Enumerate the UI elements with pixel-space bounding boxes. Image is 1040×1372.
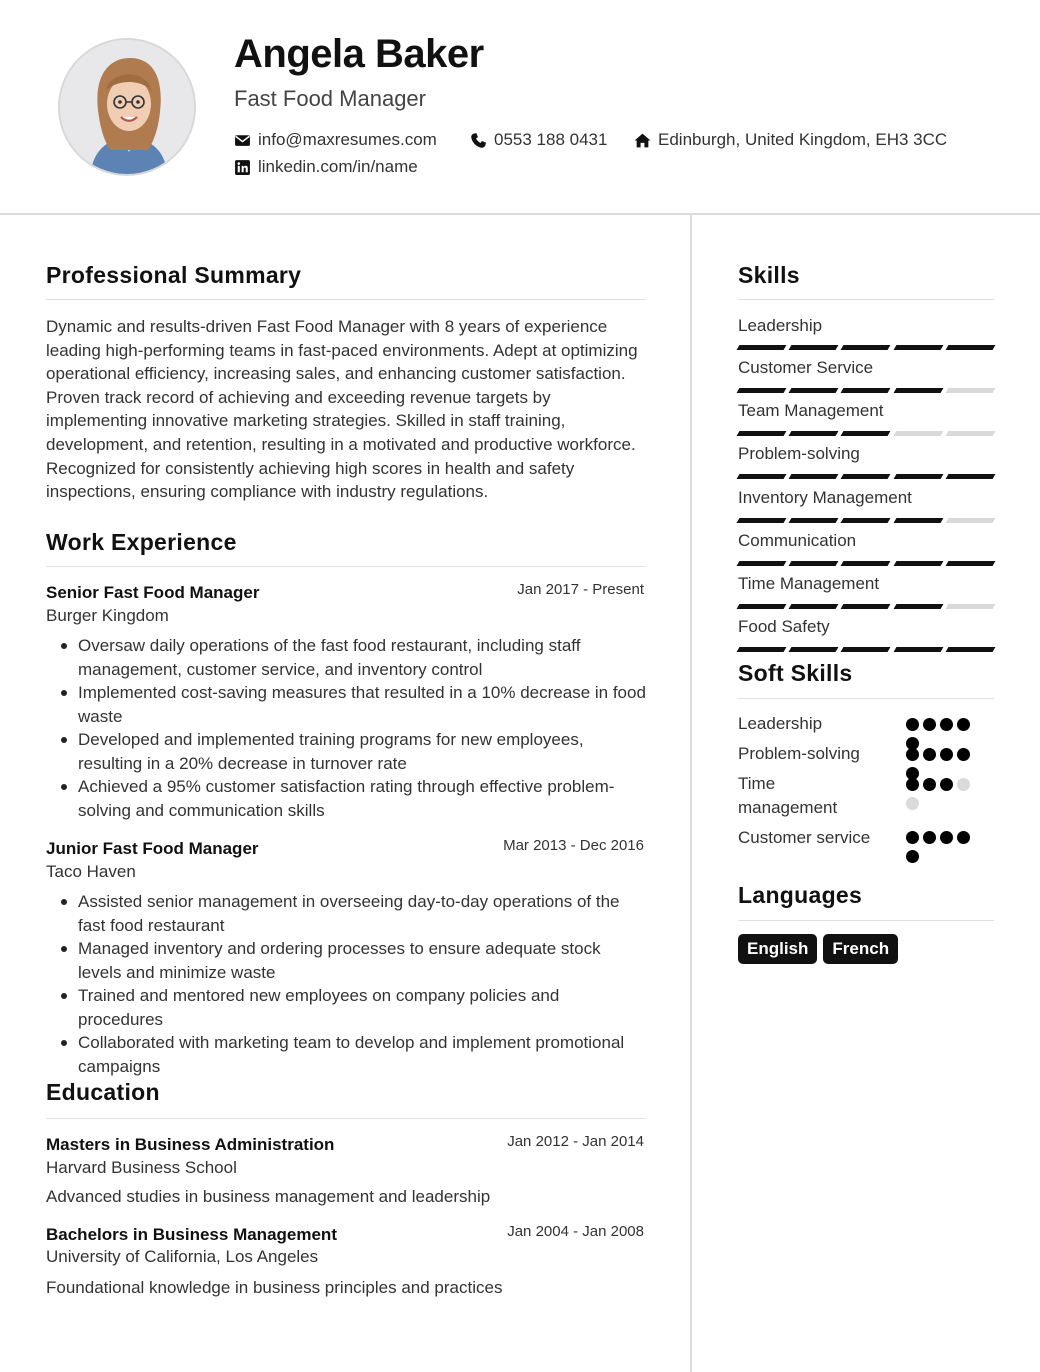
skill-level-segment xyxy=(893,431,943,436)
skill-level-bar xyxy=(738,431,994,436)
soft-skill-dot xyxy=(906,718,919,731)
skill-name: Customer Service xyxy=(738,358,874,377)
skill-level-segment xyxy=(789,345,839,350)
soft-skill-name: Time management xyxy=(738,774,838,817)
soft-skill-dot xyxy=(940,778,953,791)
section-rule xyxy=(46,566,646,567)
skill-name: Time Management xyxy=(738,574,880,593)
skill-level-segment xyxy=(841,647,891,652)
list-item: Managed inventory and ordering processes to ensure adequate stock levels and minimize waste xyxy=(46,937,646,984)
school-name: Harvard Business School xyxy=(46,1158,237,1177)
section-title-summary: Professional Summary xyxy=(46,262,302,288)
skill-level-segment xyxy=(737,474,787,479)
skill-level-segment xyxy=(841,518,891,523)
soft-skill-dot xyxy=(906,797,919,810)
job-title: Senior Fast Food Manager xyxy=(46,583,260,602)
phone-icon xyxy=(470,132,487,149)
soft-skill-dot xyxy=(957,748,970,761)
degree-description: Advanced studies in business management and leadership xyxy=(46,1187,491,1206)
skill-level-segment xyxy=(945,647,995,652)
section-title-education: Education xyxy=(46,1079,160,1105)
soft-skill-dot xyxy=(923,778,936,791)
job-title: Junior Fast Food Manager xyxy=(46,839,259,858)
soft-skill-dots xyxy=(906,831,986,863)
skill-level-segment xyxy=(737,561,787,566)
skill-level-segment xyxy=(945,431,995,436)
degree-date: Jan 2004 - Jan 2008 xyxy=(507,1223,644,1240)
skill-level-segment xyxy=(893,518,943,523)
skill-level-segment xyxy=(893,345,943,350)
skill-level-segment xyxy=(841,388,891,393)
skill-level-bar xyxy=(738,604,994,609)
soft-skill-dots xyxy=(906,778,986,810)
job-date: Mar 2013 - Dec 2016 xyxy=(503,837,644,854)
linkedin-text: linkedin.com/in/name xyxy=(258,157,418,176)
skill-level-bar xyxy=(738,647,994,652)
skill-level-segment xyxy=(945,388,995,393)
skill-name: Leadership xyxy=(738,316,823,335)
soft-skill-dot xyxy=(923,831,936,844)
skill-level-segment xyxy=(737,431,787,436)
skill-level-segment xyxy=(893,388,943,393)
degree-title: Bachelors in Business Management xyxy=(46,1225,337,1244)
section-title-experience: Work Experience xyxy=(46,529,237,555)
job-date: Jan 2017 - Present xyxy=(517,581,644,598)
skill-level-bar xyxy=(738,518,994,523)
skill-name: Food Safety xyxy=(738,617,830,636)
list-item: Collaborated with marketing team to develop and implement promotional campaigns xyxy=(46,1031,646,1078)
soft-skill-dot xyxy=(957,778,970,791)
section-rule xyxy=(46,299,646,300)
skill-level-segment xyxy=(737,518,787,523)
language-badge: English xyxy=(738,934,817,964)
soft-skill-dot xyxy=(957,831,970,844)
skill-level-segment xyxy=(789,604,839,609)
skill-level-segment xyxy=(737,604,787,609)
section-rule xyxy=(46,1118,646,1119)
summary-text: Dynamic and results-driven Fast Food Manager with 8 years of experience leading high-performing teams in fast-paced environments. Adept at optimizing operational efficiency, increasing sales, and enhancing customer satisfaction. Proven track record of achieving and exceeding revenue targets by implementing innovative marketing strategies. Skilled in staff training, development, and retention, resulting in a motivated and productive workforce. Recognized for consistently achieving high scores in health and safety inspections, ensuring compliance with industry regulations. xyxy=(46,317,638,502)
section-rule xyxy=(738,299,994,300)
skill-level-segment xyxy=(945,474,995,479)
section-title-soft-skills: Soft Skills xyxy=(738,660,853,686)
skill-name: Team Management xyxy=(738,401,884,420)
skill-level-bar xyxy=(738,561,994,566)
avatar-illustration-icon xyxy=(60,40,196,176)
skill-level-segment xyxy=(789,388,839,393)
skill-level-segment xyxy=(841,431,891,436)
profile-photo xyxy=(58,38,196,176)
skill-level-segment xyxy=(841,604,891,609)
contact-email[interactable] xyxy=(234,130,437,150)
section-title-languages: Languages xyxy=(738,882,863,908)
contact-address xyxy=(634,130,947,150)
soft-skill-name: Problem-solving xyxy=(738,744,860,763)
list-item: Achieved a 95% customer satisfaction rating through effective problem-solving and communication skills xyxy=(46,775,646,822)
skill-level-segment xyxy=(789,561,839,566)
skill-name: Communication xyxy=(738,531,857,550)
soft-skill-dots xyxy=(906,718,986,750)
skill-level-segment xyxy=(945,518,995,523)
list-item: Oversaw daily operations of the fast food restaurant, including staff management, customer service, and inventory control xyxy=(46,634,646,681)
job-bullets xyxy=(46,890,646,1078)
skill-level-segment xyxy=(945,604,995,609)
soft-skill-dot xyxy=(923,718,936,731)
candidate-role: Fast Food Manager xyxy=(234,86,426,111)
soft-skill-dot xyxy=(906,748,919,761)
skill-level-segment xyxy=(945,345,995,350)
envelope-icon xyxy=(234,132,251,149)
section-rule xyxy=(738,698,994,699)
soft-skill-dot xyxy=(940,748,953,761)
list-item: Assisted senior management in overseeing day-to-day operations of the fast food restaurant xyxy=(46,890,646,937)
skill-name: Problem-solving xyxy=(738,444,860,463)
skill-level-segment xyxy=(789,431,839,436)
soft-skill-dots xyxy=(906,748,986,780)
skill-level-segment xyxy=(789,474,839,479)
skill-level-segment xyxy=(893,647,943,652)
contact-linkedin[interactable] xyxy=(234,157,418,177)
language-list xyxy=(738,934,898,964)
degree-date: Jan 2012 - Jan 2014 xyxy=(507,1133,644,1150)
soft-skill-name: Customer service xyxy=(738,828,871,847)
skill-level-segment xyxy=(737,345,787,350)
soft-skill-dot xyxy=(906,778,919,791)
skill-level-bar xyxy=(738,388,994,393)
job-company: Burger Kingdom xyxy=(46,606,169,625)
candidate-name: Angela Baker xyxy=(234,32,484,76)
list-item: Developed and implemented training programs for new employees, resulting in a 20% decrease in turnover rate xyxy=(46,728,646,775)
skill-level-bar xyxy=(738,345,994,350)
resume-header xyxy=(0,0,1040,215)
list-item: Trained and mentored new employees on company policies and procedures xyxy=(46,984,646,1031)
soft-skill-dot xyxy=(940,831,953,844)
address-text: Edinburgh, United Kingdom, EH3 3CC xyxy=(658,130,948,149)
soft-skill-name: Leadership xyxy=(738,714,823,733)
skill-level-segment xyxy=(893,604,943,609)
section-rule xyxy=(738,920,994,921)
skill-level-segment xyxy=(945,561,995,566)
job-bullets xyxy=(46,634,646,822)
column-divider xyxy=(690,215,692,1372)
skill-level-segment xyxy=(841,561,891,566)
section-title-skills: Skills xyxy=(738,262,800,288)
soft-skill-dot xyxy=(957,718,970,731)
degree-description: Foundational knowledge in business principles and practices xyxy=(46,1278,503,1297)
language-badge: French xyxy=(823,934,898,964)
degree-title: Masters in Business Administration xyxy=(46,1135,335,1154)
soft-skill-dot xyxy=(923,748,936,761)
skill-level-segment xyxy=(737,388,787,393)
skill-level-segment xyxy=(841,474,891,479)
home-icon xyxy=(634,132,651,149)
skill-level-segment xyxy=(737,647,787,652)
school-name: University of California, Los Angeles xyxy=(46,1247,319,1266)
skill-name: Inventory Management xyxy=(738,488,912,507)
phone-text: 0553 188 0431 xyxy=(494,130,608,149)
list-item: Implemented cost-saving measures that resulted in a 10% decrease in food waste xyxy=(46,681,646,728)
linkedin-icon xyxy=(234,159,251,176)
email-text: info@maxresumes.com xyxy=(258,130,437,149)
contact-phone[interactable] xyxy=(470,130,607,150)
skill-level-segment xyxy=(893,474,943,479)
soft-skill-dot xyxy=(906,831,919,844)
skill-level-segment xyxy=(789,518,839,523)
skill-level-segment xyxy=(789,647,839,652)
skill-level-segment xyxy=(841,345,891,350)
soft-skill-dot xyxy=(906,850,919,863)
job-company: Taco Haven xyxy=(46,862,136,881)
skill-level-segment xyxy=(893,561,943,566)
soft-skill-dot xyxy=(940,718,953,731)
skill-level-bar xyxy=(738,474,994,479)
